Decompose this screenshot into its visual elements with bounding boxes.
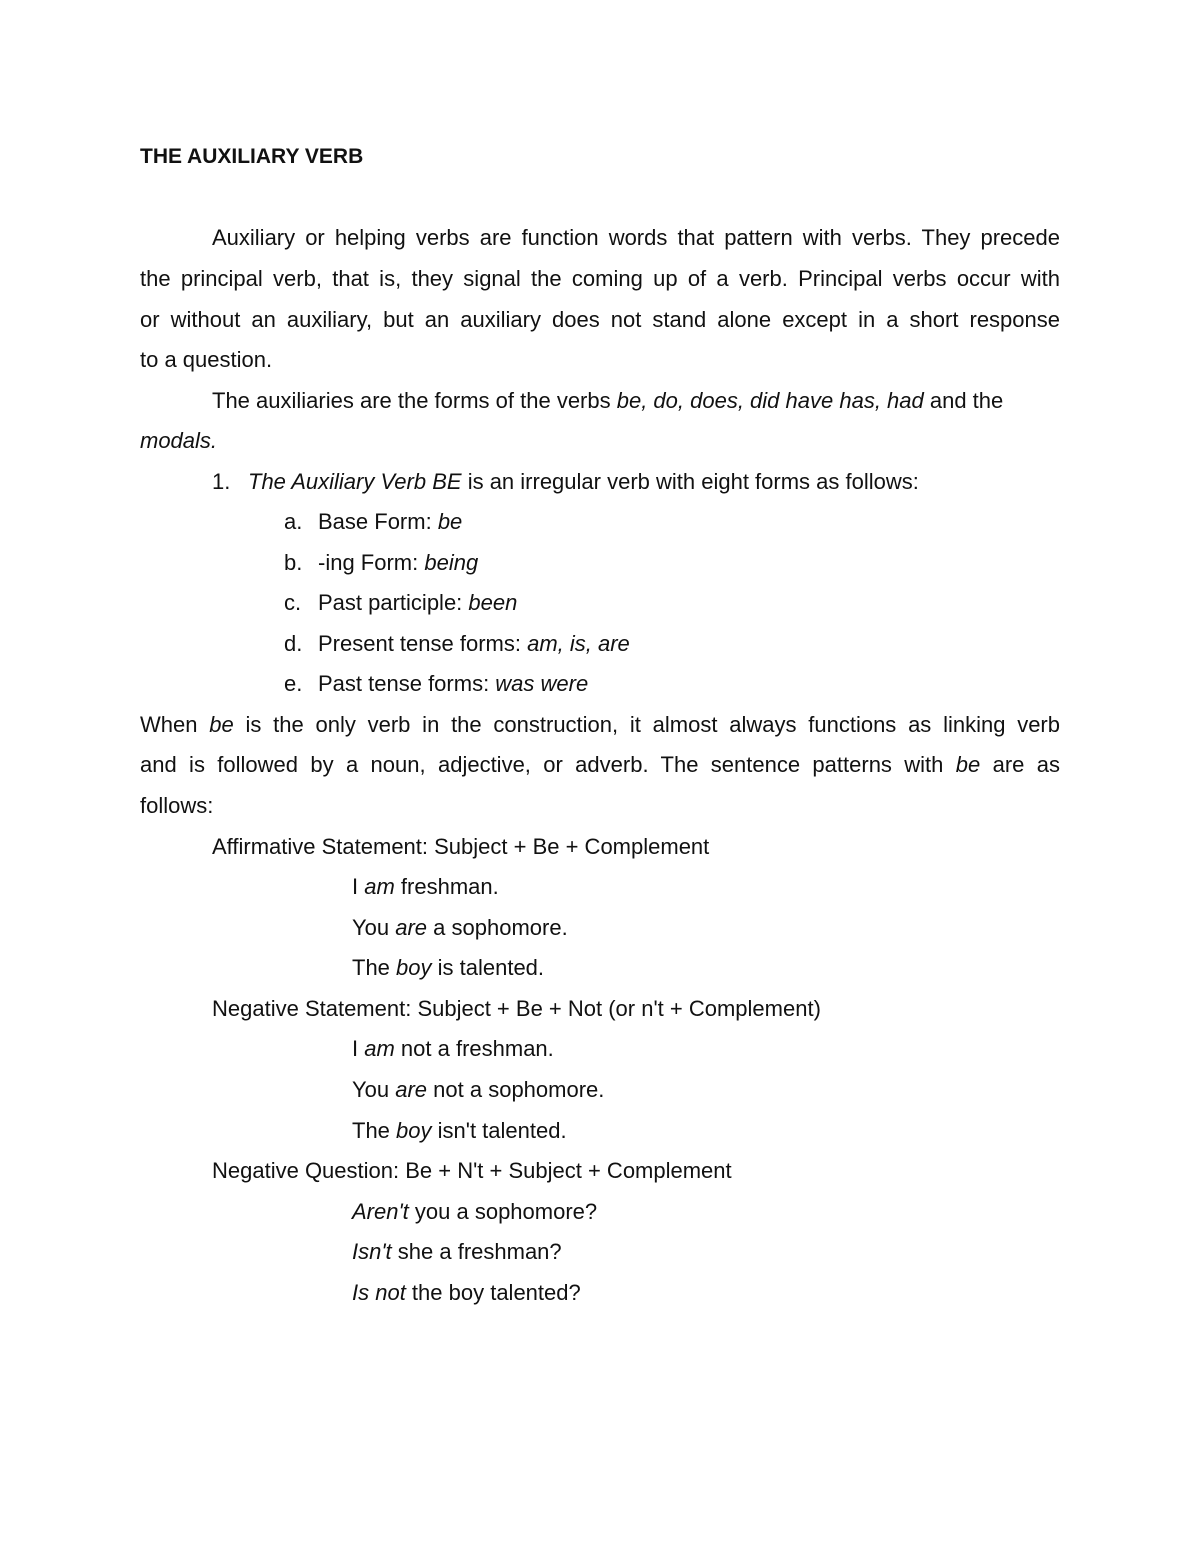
sub-list-marker: d. [284,631,303,656]
sub-list-marker: c. [284,590,302,615]
paragraph-2-line-2 [140,427,217,455]
paragraph-1-line-2: the principal verb, that is, they signal the coming up of a verb. Principal verbs occur with [140,266,1060,291]
paragraph-1-line-4: to a question. [140,347,273,372]
example-text: not a sophomore. [427,1077,605,1102]
sub-list-marker: e. [284,671,303,696]
example-text: I [352,874,365,899]
example-text: isn't talented. [431,1118,567,1143]
sub-list-marker: b. [284,550,303,575]
example-emphasis: boy [396,955,432,980]
example-emphasis: Aren't [352,1199,409,1224]
example-text: the boy talented? [405,1280,581,1305]
paragraph-3-text: is the only verb in the construction, it almost always functions as linking verb [233,712,1060,737]
example-emphasis: Is not [352,1280,406,1305]
paragraph-1-line-1: Auxiliary or helping verbs are function words that pattern with verbs. They precede [212,225,1060,250]
document-title: THE AUXILIARY VERB [140,145,364,168]
example-text: freshman. [394,874,499,899]
paragraph-1-line-3: or without an auxiliary, but an auxiliary does not stand alone except in a short response [140,307,1060,332]
be-term: be [209,712,234,737]
sub-list-value: was were [495,671,589,696]
example-text: You [352,915,396,940]
sub-list-item [284,549,478,577]
example-sentence [352,1035,554,1063]
example-sentence [352,954,544,982]
paragraph-2-text: The auxiliaries are the forms of the verbs [212,388,617,413]
example-text: you a sophomore? [408,1199,598,1224]
example-text: The [352,955,397,980]
paragraph-3-line-2 [140,751,1060,779]
example-sentence [352,873,499,901]
sub-list-value: been [468,590,518,615]
sub-list-item [284,508,462,536]
paragraph-3-line-3: follows: [140,793,214,818]
paragraph-2-text-end: and the [923,388,1004,413]
list-marker: 1. [212,469,231,494]
sub-list-label: -ing Form: [318,550,425,575]
be-term: be [955,752,981,777]
sub-list-label: Past participle: [318,590,469,615]
example-emphasis: am [364,1036,395,1061]
paragraph-3-text: and is followed by a noun, adjective, or adverb. The sentence patterns with [140,752,956,777]
example-emphasis: boy [396,1118,432,1143]
example-text: she a freshman? [391,1239,562,1264]
modals-term: modals. [140,428,218,453]
paragraph-3-line-1 [140,711,1060,739]
pattern-heading: Affirmative Statement: Subject + Be + Complement [212,834,710,859]
example-text: You [352,1077,396,1102]
list-item-title: The Auxiliary Verb BE [248,469,462,494]
example-text: The [352,1118,397,1143]
example-emphasis: are [395,915,428,940]
sub-list-value: being [424,550,479,575]
example-emphasis: Isn't [352,1239,392,1264]
paragraph-3-text: When [140,712,210,737]
example-emphasis: are [395,1077,428,1102]
sub-list-label: Present tense forms: [318,631,528,656]
example-text: not a freshman. [394,1036,554,1061]
sub-list-item [284,630,630,658]
example-text: is talented. [431,955,545,980]
list-item-1 [212,468,919,496]
sub-list-marker: a. [284,509,303,534]
paragraph-3-text: are as [980,752,1060,777]
example-sentence [352,914,568,942]
sub-list-value: be [437,509,463,534]
list-item-text: is an irregular verb with eight forms as follows: [461,469,919,494]
example-sentence [352,1198,597,1226]
example-sentence [352,1076,604,1104]
sub-list-value: am, is, are [527,631,630,656]
paragraph-2-line-1 [212,387,1003,415]
sub-list-item [284,670,588,698]
pattern-heading: Negative Question: Be + N't + Subject + Complement [212,1158,732,1183]
sub-list-item [284,589,517,617]
example-text: a sophomore. [427,915,568,940]
pattern-heading: Negative Statement: Subject + Be + Not (or n't + Complement) [212,996,821,1021]
example-sentence [352,1238,562,1266]
auxiliary-forms: be, do, does, did have has, had [616,388,924,413]
sub-list-label: Past tense forms: [318,671,496,696]
example-sentence [352,1117,567,1145]
example-emphasis: am [364,874,395,899]
sub-list-label: Base Form: [318,509,438,534]
example-sentence [352,1279,581,1307]
example-text: I [352,1036,365,1061]
